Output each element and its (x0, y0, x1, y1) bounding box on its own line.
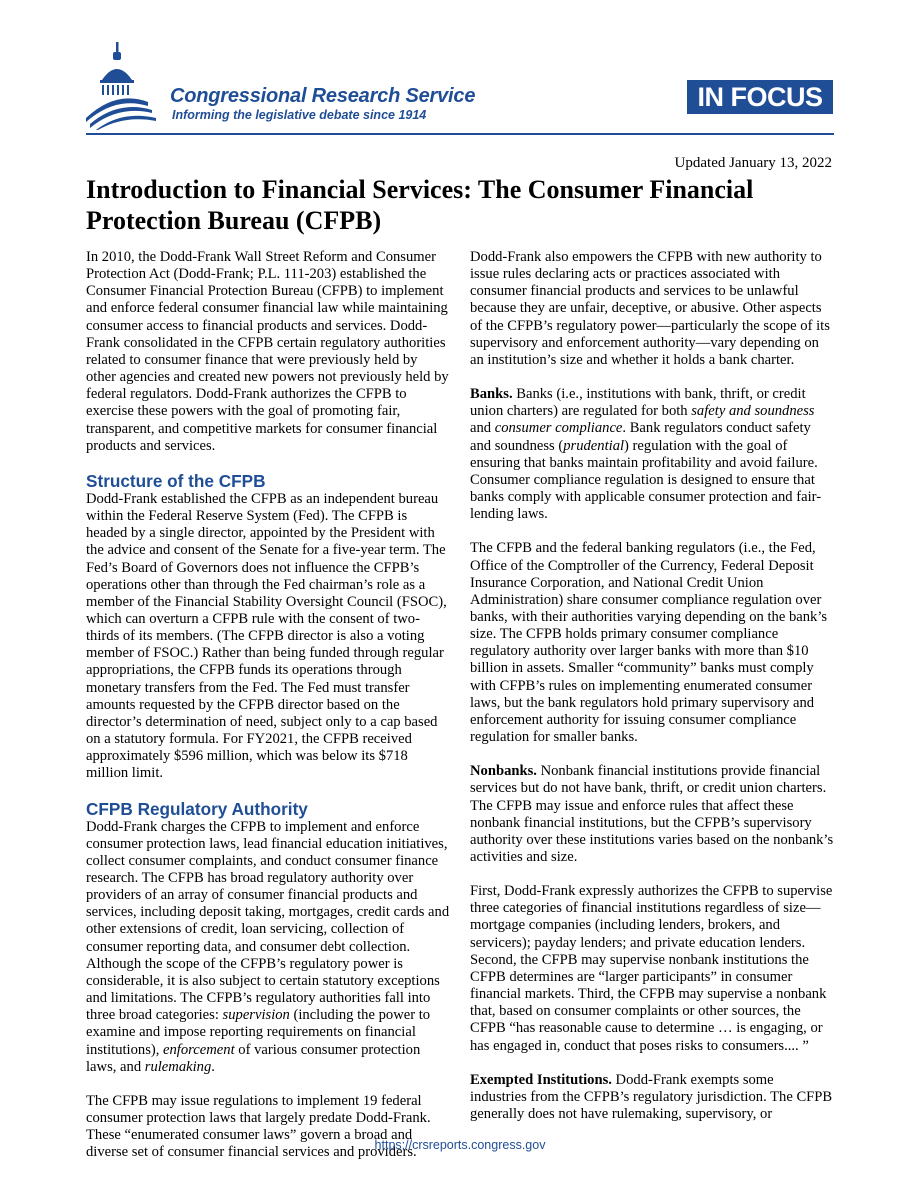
term-supervision: supervision (222, 1007, 290, 1024)
updated-date: Updated January 13, 2022 (674, 155, 832, 171)
page-title: Introduction to Financial Services: The Consumer Financial Protection Bureau (CFPB) (86, 175, 754, 235)
footer-url[interactable]: https://crsreports.congress.gov (374, 1138, 546, 1152)
banks-label: Banks. (470, 386, 513, 403)
exempted-label: Exempted Institutions. (470, 1071, 612, 1088)
term-rulemaking: rulemaking (144, 1058, 212, 1075)
supervision-categories-paragraph: First, Dodd-Frank expressly authorizes the CFPB to supervise three categories of financial institutions regardless of size—mortgage companies (including lenders, brokers, and servicers); payday lenders; and private education lenders. Second, the CFPB may supervise nonbank institutions the CFPB determines are “larger participants” in consumer financial markets. Third, the CFPB may supervise a nonbank that, based on consumer complaints or other sources, the CFPB “has reasonable cause to determine … is engaging, or has engaged in, conduct that poses risks to consumers.... ” (470, 883, 833, 1054)
term-enforcement: enforcement (163, 1041, 235, 1058)
right-column (470, 249, 834, 1123)
udaap-paragraph: Dodd-Frank also empowers the CFPB with new authority to issue rules declaring acts or practices associated with consumer financial products and services to be unlawful because they are unfair, deceptive, or abusive. Other aspects of the CFPB’s regulatory power—particularly the scope of its supervisory and enforcement authority—vary depending on an institution’s size and whether it holds a bank charter. (470, 249, 830, 368)
in-focus-badge: IN FOCUS (687, 80, 833, 114)
capitol-dome-icon (86, 40, 168, 130)
org-name: Congressional Research Service (170, 85, 476, 107)
nonbanks-paragraph: Nonbanks. Nonbank financial institutions provide financial services but do not have bank, thrift, or credit union charters. The CFPB may issue and enforce rules that affect these nonbank financial institutions, but the CFPB’s supervisory authority over these institutions varies based on the nonbank’s activities and size. (470, 763, 834, 865)
intro-paragraph: In 2010, the Dodd-Frank Wall Street Reform and Consumer Protection Act (Dodd-Frank; P.L. 111-203) established the Consumer Financial Protection Bureau (CFPB) to implement and enforce federal consumer financial law while maintaining consumer access to financial products and services. Dodd-Frank consolidated in the CFPB certain regulatory authorities related to consumer finance that were previously held by other agencies and created new powers not previously held by federal regulators. Dodd-Frank authorizes the CFPB to exercise these powers with the goal of promoting fair, transparent, and competitive markets for consumer financial products and services. (86, 249, 449, 454)
regulations-paragraph: The CFPB may issue regulations to implement 19 federal consumer protection laws that largely predate Dodd-Frank. These “enumerated consumer laws” govern a broad and diverse set of consumer financial services and providers. (86, 1092, 431, 1161)
authority-paragraph: Dodd-Frank charges the CFPB to implement and enforce consumer protection laws, lead financial education initiatives, collect consumer complaints, and conduct consumer finance research. The CFPB has broad regulatory authority over providers of an array of consumer financial products and services, including deposit taking, mortgages, credit cards and other extensions of credit, loan servicing, collection of consumer reporting data, and consumer debt collection. Although the scope of the CFPB’s regulatory power is considerable, it is also subject to certain statutory exceptions and limitations. The CFPB’s regulatory authorities fall into three broad categories: supervision (including the power to examine and impose reporting requirements on financial institutions), enforcement of various consumer protection laws, and rulemaking. (86, 818, 450, 1075)
left-column (86, 249, 450, 1162)
federal-regulators-paragraph: The CFPB and the federal banking regulators (i.e., the Fed, Office of the Comptroller of the Currency, Federal Deposit Insurance Corporation, and National Credit Union Administration) share consumer compliance regulation over banks, with their authorities varying depending on the bank’s size. The CFPB holds primary consumer compliance regulatory authority over larger banks with more than $10 billion in assets. Smaller “community” banks must comply with CFPB’s rules on implementing enumerated consumer laws, but the bank regulators hold primary supervisory and enforcement authority for issuing consumer compliance regulation for smaller banks. (470, 540, 828, 746)
section-heading-structure: Structure of the CFPB (86, 470, 266, 491)
exempted-paragraph: Exempted Institutions. Dodd-Frank exempts some industries from the CFPB’s regulatory jurisdiction. The CFPB generally does not have rulemaking, supervisory, or (470, 1071, 833, 1123)
nonbanks-label: Nonbanks. (470, 763, 537, 780)
section-heading-authority: CFPB Regulatory Authority (86, 798, 308, 819)
header-rule (86, 133, 834, 135)
banks-paragraph: Banks. Banks (i.e., institutions with bank, thrift, or credit union charters) are regulated for both safety and soundness and consumer compliance. Bank regulators conduct safety and soundness (prudential) regulation with the goal of ensuring that banks maintain profitability and avoid failure. Consumer compliance regulation is designed to ensure that banks comply with applicable consumer protection and fair-lending laws. (470, 386, 822, 523)
org-tagline: Informing the legislative debate since 1914 (172, 108, 427, 122)
structure-paragraph: Dodd-Frank established the CFPB as an independent bureau within the Federal Reserve System (Fed). The CFPB is headed by a single director, appointed by the President with the advice and consent of the Senate for a five-year term. The Fed’s Board of Governors does not influence the CFPB’s operations other than through the Fed chairman’s role as a member of the Financial Stability Oversight Council (FSOC), which can overturn a CFPB rule with the consent of two-thirds of its members. (The CFPB director is also a voting member of FSOC.) Rather than being funded through regular appropriations, the CFPB funds its operations through monetary transfers from the Fed. The Fed must transfer amounts requested by the CFPB director based on the director’s determination of need, subject only to a cap based on a statutory formula. For FY2021, the CFPB received approximately $596 million, which was below its $718 million limit. (86, 490, 447, 782)
crs-logo (86, 40, 506, 130)
